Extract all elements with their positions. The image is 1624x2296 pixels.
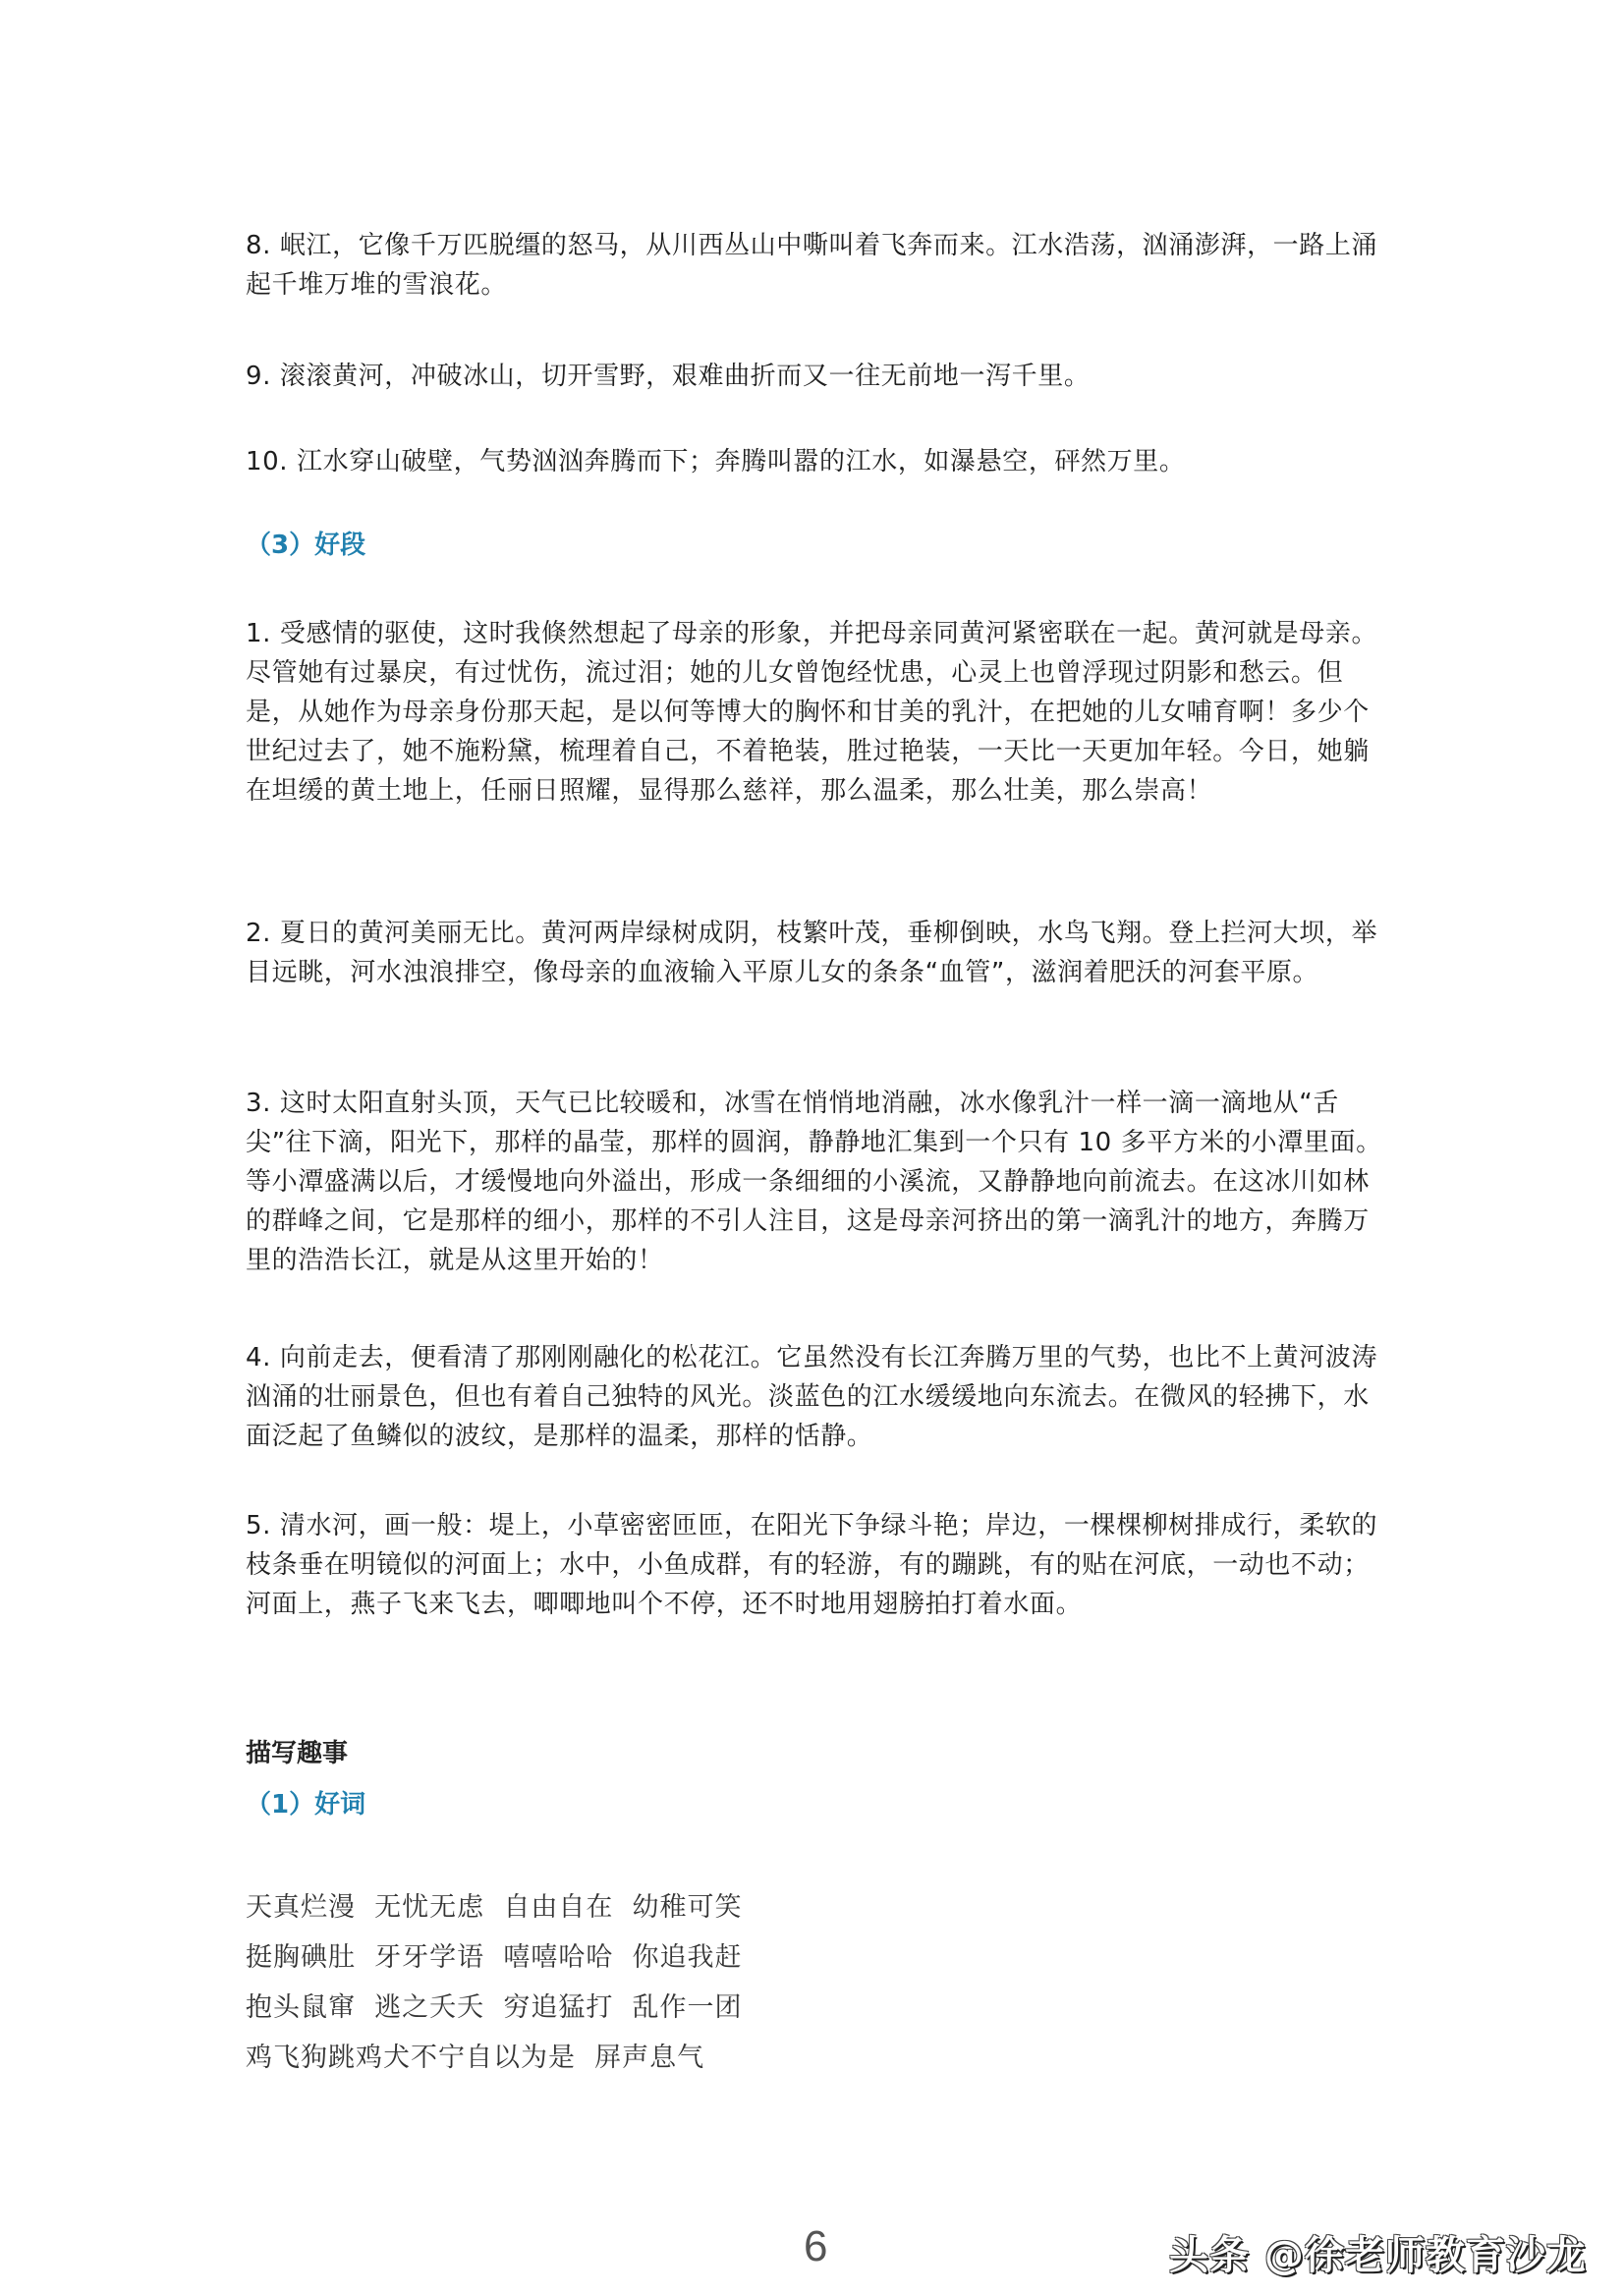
section-heading-good-words: （1）好词 <box>246 1790 366 1820</box>
river-sentence-8: 8. 岷江，它像千万匹脱缰的怒马，从川西丛山中嘶叫着飞奔而来。江水浩荡，汹涌澎湃，一路上涌起千堆万堆的雪浪花。 <box>246 231 1378 300</box>
good-paragraph-3: 3. 这时太阳直射头顶，天气已比较暖和，冰雪在悄悄地消融，冰水像乳汁一样一滴一滴地从“舌尖”往下滴，阳光下，那样的晶莹，那样的圆润，静静地汇集到一个只有 10 多平方米的小潭里面。等小潭盛满以后，才缓慢地向外溢出，形成一条细细的小溪流，又静静地向前流去。在这冰川如林的群峰之间，它是那样的细小，那样的不引人注目，这是母亲河挤出的第一滴乳汁的地方，奔腾万里的浩浩长江，就是从这里开始的！ <box>246 1089 1382 1275</box>
good-paragraph-5: 5. 清水河，画一般：堤上，小草密密匝匝，在阳光下争绿斗艳；岸边，一棵棵柳树排成行，柔软的枝条垂在明镜似的河面上；水中，小鱼成群，有的轻游，有的蹦跳，有的贴在河底，一动也不动；河面上，燕子飞来飞去，唧唧地叫个不停，还不时地用翅膀拍打着水面。 <box>246 1511 1378 1619</box>
river-sentence-9: 9. 滚滚黄河，冲破冰山，切开雪野，艰难曲折而又一往无前地一泻千里。 <box>246 362 1091 391</box>
good-paragraph-4: 4. 向前走去，便看清了那刚刚融化的松花江。它虽然没有长江奔腾万里的气势，也比不上黄河波涛汹涌的壮丽景色，但也有着自己独特的风光。淡蓝色的江水缓缓地向东流去。在微风的轻拂下，水面泛起了鱼鳞似的波纹，是那样的温柔，那样的恬静。 <box>246 1343 1378 1451</box>
good-words-list <box>246 1882 743 2083</box>
word-row: 抱头鼠窜 逃之夭夭 穷追猛打 乱作一团 <box>246 1992 743 2023</box>
good-paragraph-2: 2. 夏日的黄河美丽无比。黄河两岸绿树成阴，枝繁叶茂，垂柳倒映，水鸟飞翔。登上拦河大坝，举目远眺，河水浊浪排空，像母亲的血液输入平原儿女的条条“血管”，滋润着肥沃的河套平原。 <box>246 919 1378 987</box>
page-number: 6 <box>804 2222 828 2270</box>
section-title-fun-stories: 描写趣事 <box>246 1739 349 1768</box>
good-paragraph-1: 1. 受感情的驱使，这时我倏然想起了母亲的形象，并把母亲同黄河紧密联在一起。黄河就是母亲。尽管她有过暴戾，有过忧伤，流过泪；她的儿女曾饱经忧患，心灵上也曾浮现过阴影和愁云。但是，从她作为母亲身份那天起，是以何等博大的胸怀和甘美的乳汁，在把她的儿女哺育啊！多少个世纪过去了，她不施粉黛，梳理着自己，不着艳装，胜过艳装，一天比一天更加年轻。今日，她躺在坦缓的黄土地上，任丽日照耀，显得那么慈祥，那么温柔，那么壮美，那么崇高！ <box>246 619 1378 806</box>
section-heading-good-paragraphs: （3）好段 <box>246 531 366 560</box>
river-sentence-10: 10. 江水穿山破壁，气势汹汹奔腾而下；奔腾叫嚣的江水，如瀑悬空，砰然万里。 <box>246 447 1186 476</box>
word-row: 天真烂漫 无忧无虑 自由自在 幼稚可笑 <box>246 1892 743 1923</box>
watermark: 头条 @徐老师教育沙龙 <box>1169 2233 1587 2278</box>
word-row: 挺胸碘肚 牙牙学语 嘻嘻哈哈 你追我赶 <box>246 1942 743 1973</box>
word-row: 鸡飞狗跳鸡犬不宁自以为是 屏声息气 <box>246 2043 705 2073</box>
